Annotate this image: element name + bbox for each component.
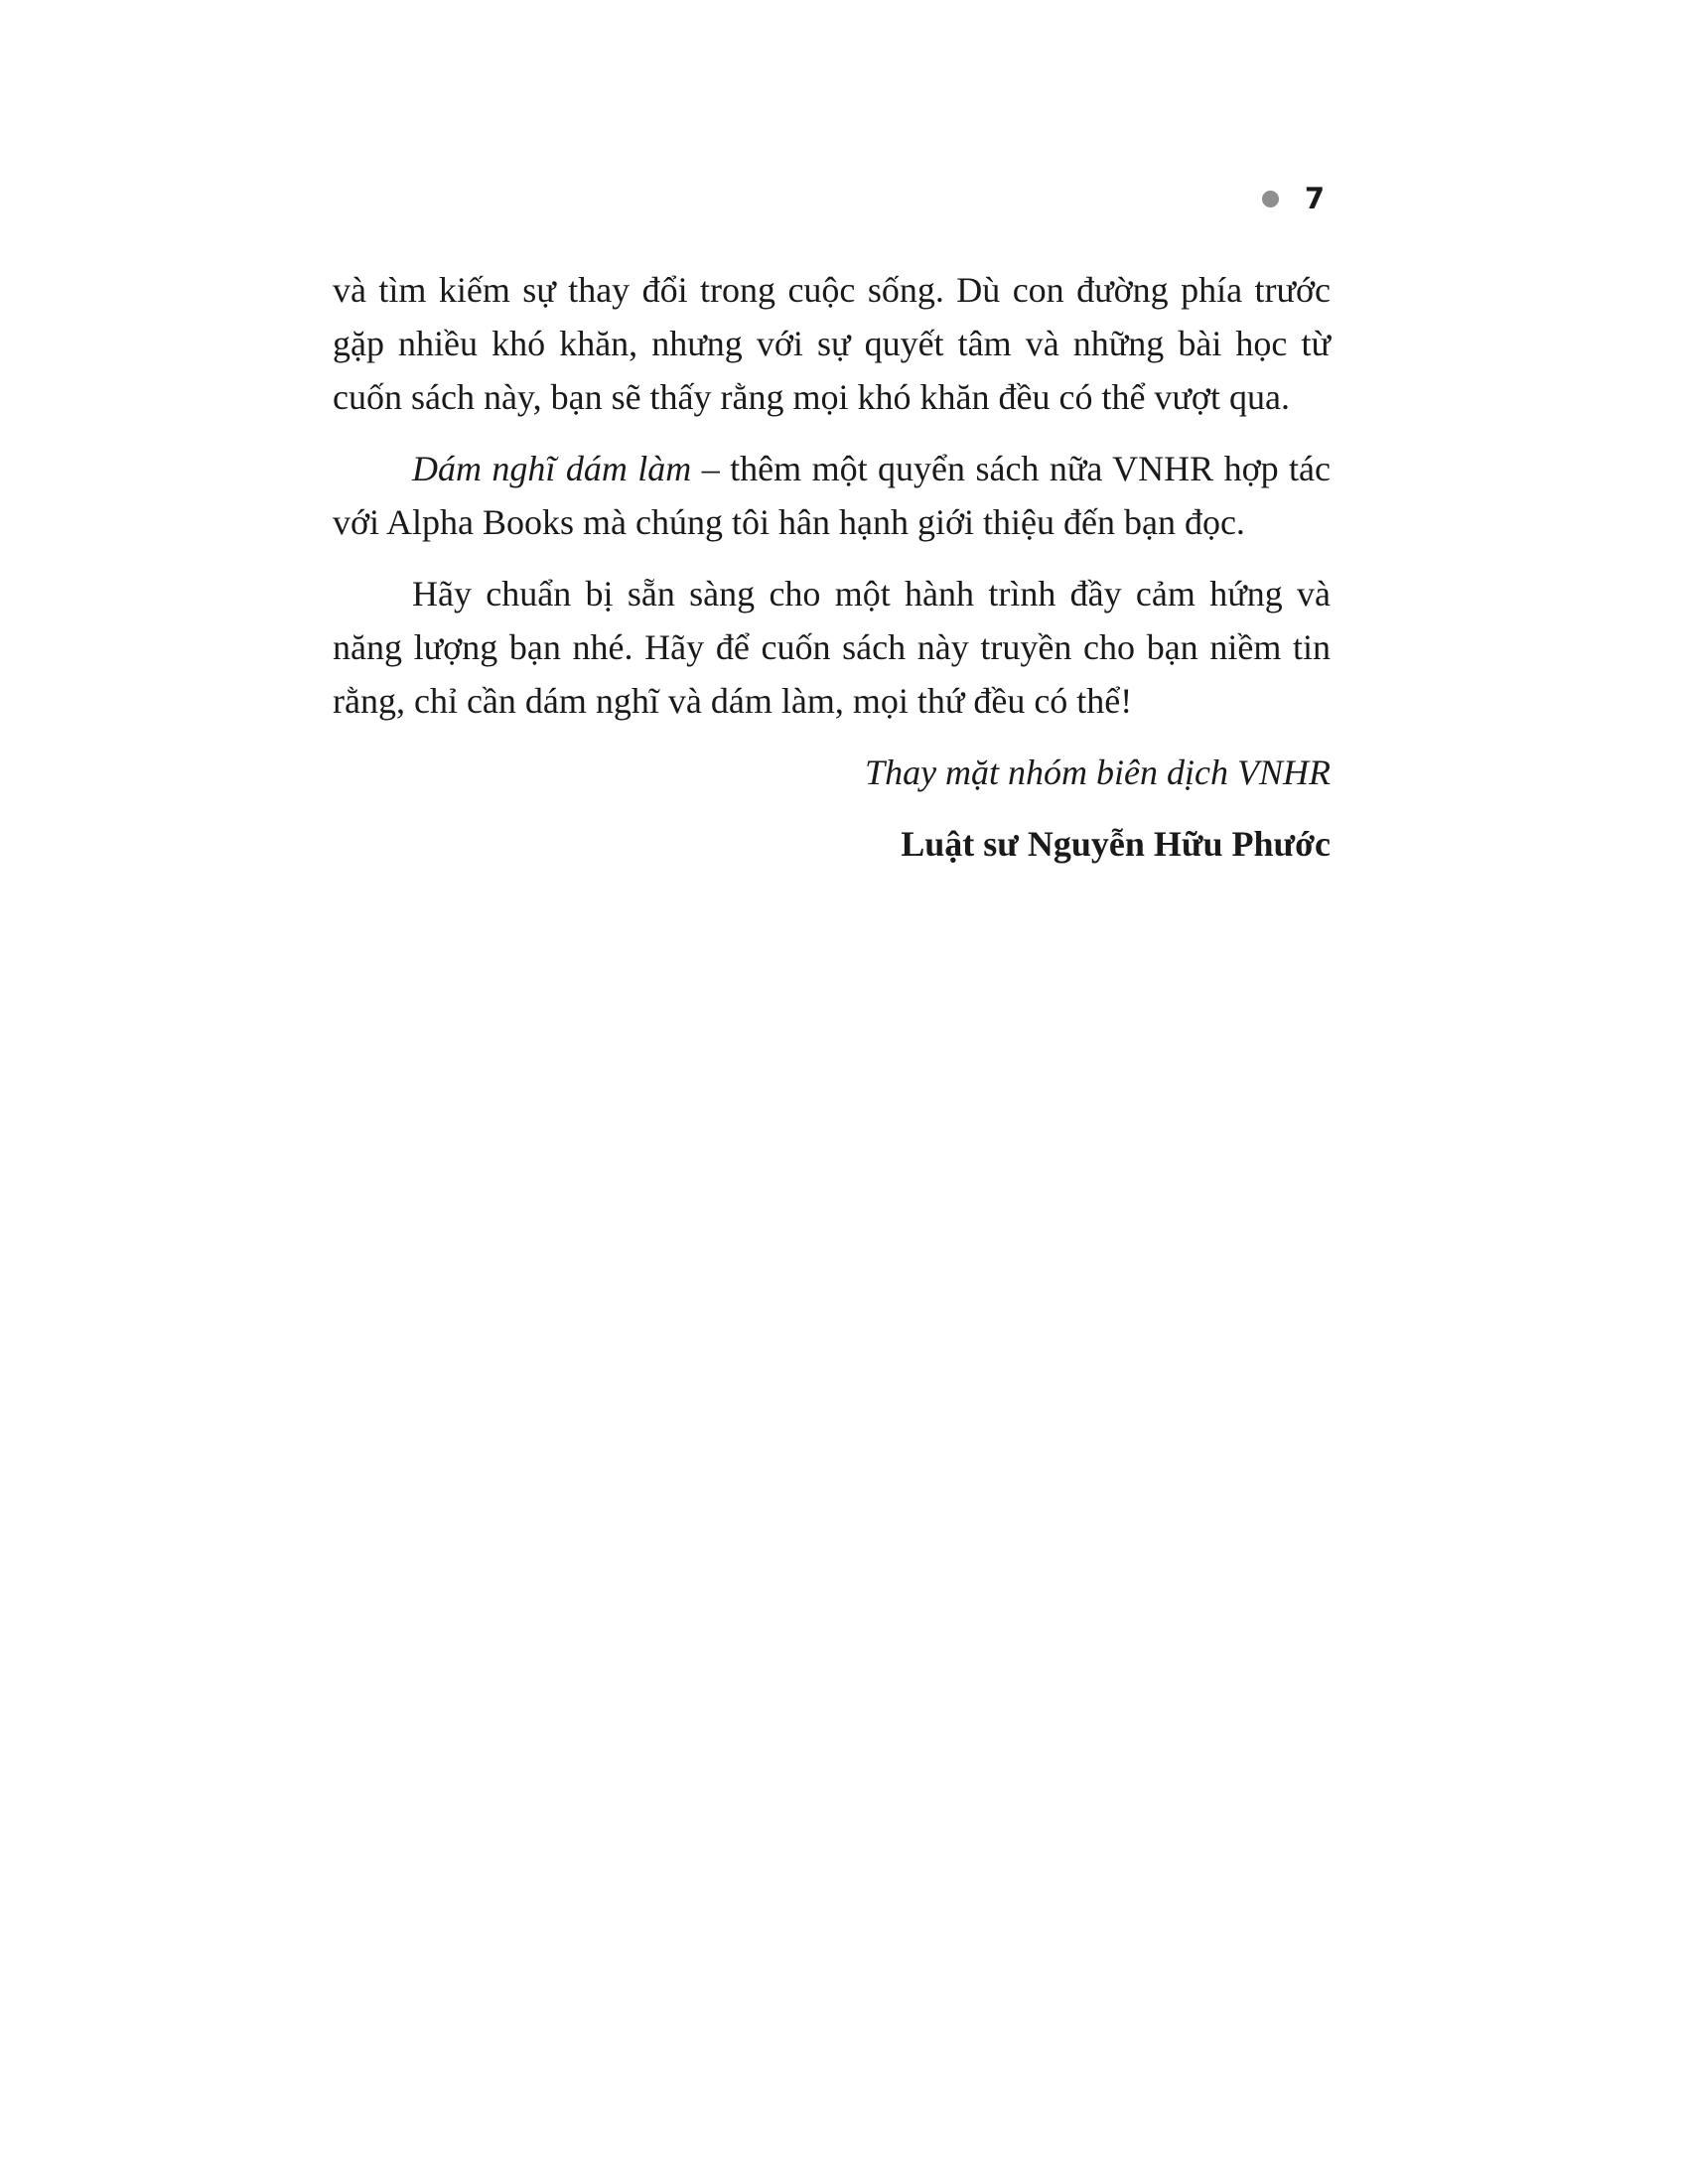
- paragraph-2-text: – thêm một quyển sách nữa VNHR hợp tác với Alpha Books mà chúng tôi hân hạnh giới thiệu đến bạn đọc.: [333, 449, 1331, 542]
- bullet-dot-icon: [1262, 191, 1279, 207]
- signature-role: Thay mặt nhóm biên dịch VNHR: [865, 752, 1331, 792]
- paragraph-1: và tìm kiếm sự thay đổi trong cuộc sống. Dù con đường phía trước gặp nhiều khó khăn, nhưng với sự quyết tâm và những bài học từ cuốn sách này, bạn sẽ thấy rằng mọi khó khăn đều có thể vượt qua.: [333, 270, 1331, 417]
- page-number: 7: [1304, 182, 1325, 215]
- body-text: [333, 263, 1331, 871]
- paragraph-2: [333, 442, 1331, 549]
- page-header: [1262, 182, 1325, 215]
- paragraph-3: Hãy chuẩn bị sẵn sàng cho một hành trình đầy cảm hứng và năng lượng bạn nhé. Hãy để cuốn sách này truyền cho bạn niềm tin rằng, chỉ cần dám nghĩ và dám làm, mọi thứ đều có thể!: [333, 574, 1331, 721]
- book-title: Dám nghĩ dám làm: [412, 449, 692, 488]
- signature-name: Luật sư Nguyễn Hữu Phước: [901, 824, 1331, 864]
